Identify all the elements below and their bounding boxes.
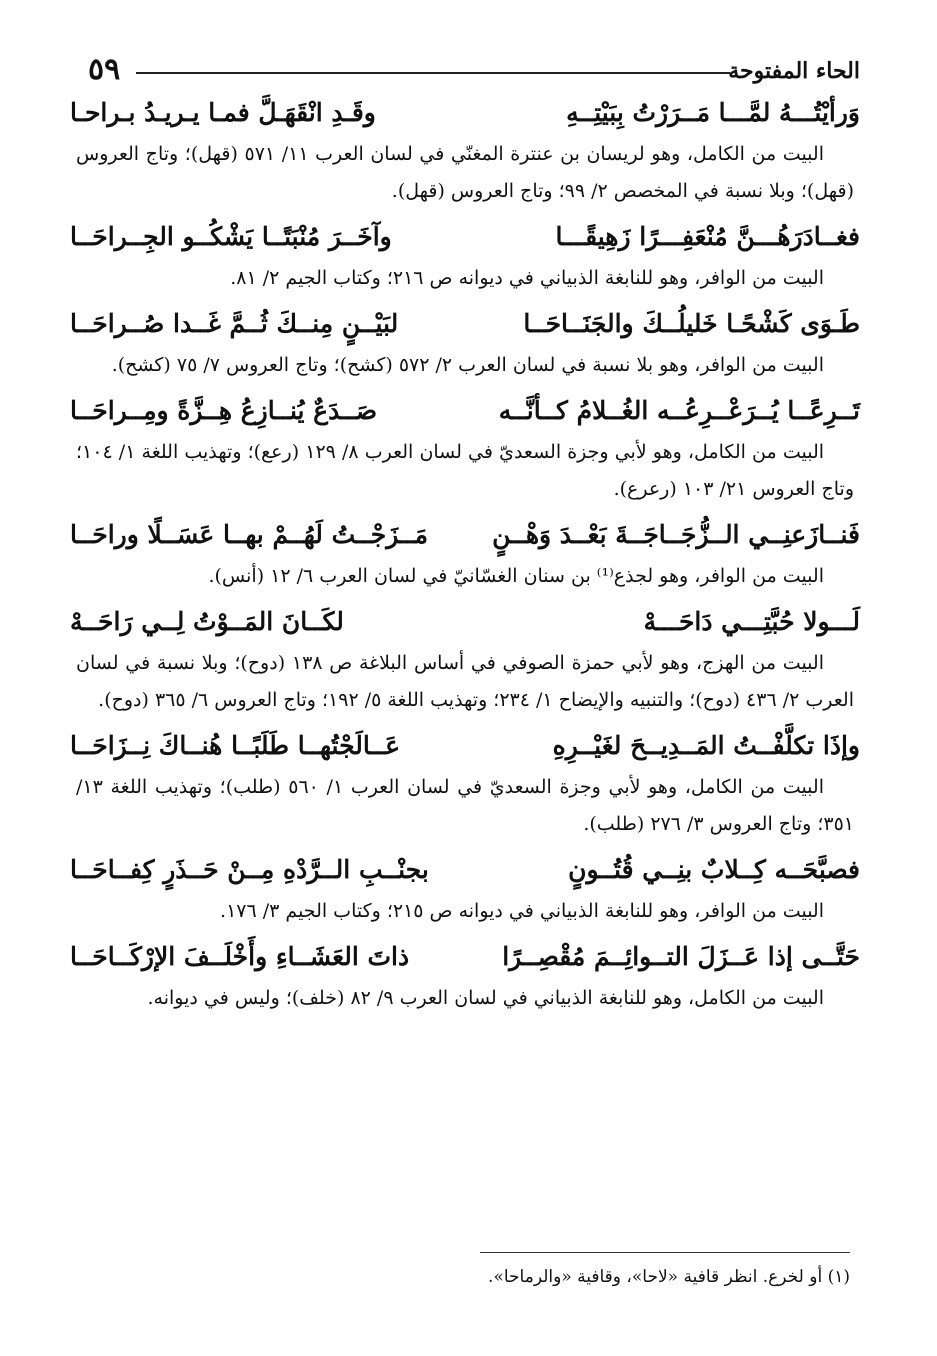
verse-hemistich-first: وَرأيْتُـــهُ لمَّـــا مَــرَرْتُ بِبَيْتِــهِ bbox=[566, 98, 860, 127]
entry bbox=[70, 599, 860, 719]
verse bbox=[70, 599, 860, 645]
verse bbox=[70, 723, 860, 769]
entry bbox=[70, 847, 860, 930]
entry bbox=[70, 934, 860, 1017]
footnote: (١) أو لخرع. انظر قافية «لاحا»، وقافية «والرماحا». bbox=[488, 1267, 850, 1287]
page-header bbox=[80, 54, 860, 94]
verse bbox=[70, 301, 860, 347]
verse-hemistich-second: لبَيْــنٍ مِنــكَ ثُــمَّ غَــدا صُــراحَــا bbox=[70, 309, 399, 338]
verse-hemistich-first: فَنــازَعنِــي الــزُّجَــاجَــةَ بَعْــدَ وَهْــنٍ bbox=[492, 520, 860, 549]
entry bbox=[70, 90, 860, 210]
verse-note: البيت من الوافر، وهو للنابغة الذبياني في ديوانه ص ٢١٦؛ وكتاب الجيم ٢/ ٨١. bbox=[230, 267, 824, 289]
footnote-rule bbox=[480, 1252, 850, 1253]
verse bbox=[70, 934, 860, 980]
verse-hemistich-first: تَــرِعًــا يُــرَعْــرِعُــه الغُــلامُ كــأنَّــه bbox=[498, 396, 860, 425]
verse-note: البيت من الهزج، وهو لأبي حمزة الصوفي في أساس البلاغة ص ١٣٨ (دوح)؛ وبلا نسبة في لسان العرب ٢/ ٤٣٦ (دوح)؛ والتنبيه والإيضاح ١/ ٢٣٤؛ وتهذيب اللغة ٥/ ١٩٢؛ وتاج العروس ٦/ ٣٦٥ (دوح). bbox=[76, 652, 854, 711]
verse bbox=[70, 90, 860, 136]
verse-note: البيت من الوافر، وهو لجذع⁽¹⁾ بن سنان الغسّانيّ في لسان العرب ٦/ ١٢ (أنس). bbox=[208, 565, 824, 587]
running-title: الحاء المفتوحة bbox=[728, 58, 860, 84]
page-number: ٥٩ bbox=[88, 52, 121, 87]
header-rule bbox=[136, 72, 730, 74]
verse-hemistich-first: فصبَّحَــه كِــلابٌ بنِــي قُتُــونٍ bbox=[568, 855, 860, 884]
verse-hemistich-first: حَتَّــى إذا عَــزَلَ التــوائِــمَ مُقْصِــرًا bbox=[502, 942, 860, 971]
verse-hemistich-second: ذاتَ العَشَــاءِ وأَخْلَــفَ الإرْكَــاحَــا bbox=[70, 942, 410, 971]
verse bbox=[70, 214, 860, 260]
verse bbox=[70, 512, 860, 558]
verse-hemistich-second: بجنْــبِ الــرَّدْهِ مِــنْ حَــذَرٍ كِفــاحَــا bbox=[70, 855, 429, 884]
verse-note: البيت من الكامل، وهو لأبي وجزة السعديّ في لسان العرب ١/ ٥٦٠ (طلب)؛ وتهذيب اللغة ١٣/ ٣٥١؛ وتاج العروس ٣/ ٢٧٦ (طلب). bbox=[76, 776, 854, 835]
verse-hemistich-first: وإذَا تكلَّفْــتُ المَــدِيــحَ لغَيْــرِهِ bbox=[552, 731, 860, 760]
entry bbox=[70, 512, 860, 595]
verse-hemistich-second: لكَــانَ المَــوْتُ لِــي رَاحَــهْ bbox=[70, 607, 344, 636]
entry bbox=[70, 301, 860, 384]
verse-note: البيت من الكامل، وهو لريسان بن عنترة المغنّي في لسان العرب ١١/ ٥٧١ (قهل)؛ وتاج العروس (قهل)؛ وبلا نسبة في المخصص ٢/ ٩٩؛ وتاج العروس (قهل). bbox=[76, 143, 854, 202]
verse-hemistich-second: وآخَــرَ مُنْبَتًــا يَشْكُــو الجِــراحَــا bbox=[70, 222, 392, 251]
verse-hemistich-second: عَــالَجْتُهــا طَلَبًــا هُنــاكَ نِــزَاحَــا bbox=[70, 731, 401, 760]
verse-note: البيت من الوافر، وهو للنابغة الذبياني في ديوانه ص ٢١٥؛ وكتاب الجيم ٣/ ١٧٦. bbox=[220, 900, 824, 922]
verse-hemistich-first: لَـــولا حُبَّتِـــي دَاحَـــهْ bbox=[643, 607, 860, 636]
verse-hemistich-second: وقَـدِ انْقَهَـلَّ فمـا يـريـدُ بـراحـا bbox=[70, 98, 376, 127]
verse bbox=[70, 847, 860, 893]
verse-note: البيت من الوافر، وهو بلا نسبة في لسان العرب ٢/ ٥٧٢ (كشح)؛ وتاج العروس ٧/ ٧٥ (كشح). bbox=[111, 354, 824, 376]
verse-hemistich-first: فغــادَرَهُـــنَّ مُنْعَفِـــرًا زَهِيقًـــا bbox=[555, 222, 860, 251]
verse-note: البيت من الكامل، وهو لأبي وجزة السعديّ في لسان العرب ٨/ ١٢٩ (رعع)؛ وتهذيب اللغة ١/ ١٠٤؛ وتاج العروس ٢١/ ١٠٣ (رعرع). bbox=[76, 441, 854, 500]
verse-hemistich-second: مَــزَجْــتُ لَهُــمْ بهــا عَسَــلًا وراحَــا bbox=[70, 520, 429, 549]
entry bbox=[70, 388, 860, 508]
verse-note: البيت من الكامل، وهو للنابغة الذبياني في لسان العرب ٩/ ٨٢ (خلف)؛ وليس في ديوانه. bbox=[147, 987, 824, 1009]
verse-hemistich-first: طَـوَى كَشْحًـا خَليلُــكَ والجَنَــاحَــا bbox=[523, 309, 860, 338]
verse-hemistich-second: صَــدَعٌ يُنــازِعُ هِــزَّةً ومِــراحَــا bbox=[70, 396, 378, 425]
page-body bbox=[70, 90, 860, 1021]
entry bbox=[70, 723, 860, 843]
entry bbox=[70, 214, 860, 297]
verse bbox=[70, 388, 860, 434]
